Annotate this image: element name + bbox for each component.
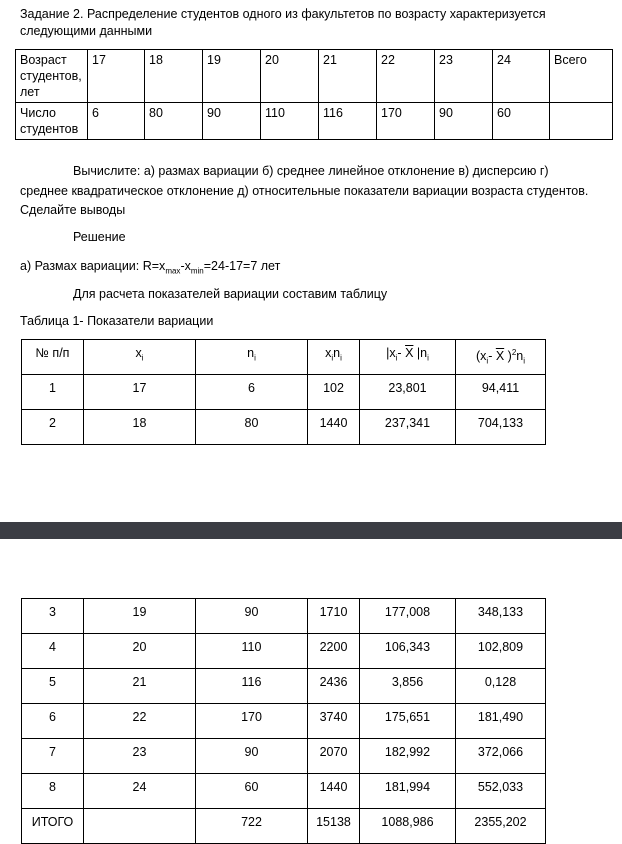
task-line-1: Задание 2. Распределение студентов одного из факультетов по возрасту характеризуется: [20, 7, 546, 21]
range-formula: [20, 258, 280, 280]
age-row-label: Возраст студентов, лет: [16, 50, 88, 103]
cell-sq: 552,033: [456, 774, 546, 809]
range-prefix: а) Размах вариации: R=x: [20, 259, 166, 273]
header-x: $x_i$: [84, 340, 196, 375]
count-cell: 60: [493, 103, 550, 140]
header-abs-deviation: $|x_i-$ $\overline{X}$ $|n_i$: [360, 340, 456, 375]
count-cell: 6: [88, 103, 145, 140]
range-dash: -x: [180, 259, 191, 273]
age-cell: 19: [203, 50, 261, 103]
cell-num: 6: [22, 704, 84, 739]
cell-sq: 704,133: [456, 410, 546, 445]
question-line-2: среднее квадратическое отклонение д) относительные показатели вариации возраста студентов.: [20, 184, 589, 198]
age-cell: 22: [377, 50, 435, 103]
age-cell: 24: [493, 50, 550, 103]
age-cell: 21: [319, 50, 377, 103]
question-line-1: Вычислите: а) размах вариации б) среднее линейное отклонение в) дисперсию г): [73, 164, 549, 178]
table-intro: Для расчета показателей вариации составим таблицу: [73, 287, 388, 301]
cell-abs: 106,343: [360, 634, 456, 669]
count-cell: 116: [319, 103, 377, 140]
cell-xn: 102: [308, 375, 360, 410]
cell-n: 90: [196, 599, 308, 634]
table-row: [22, 599, 546, 634]
count-cell: 90: [435, 103, 493, 140]
cell-x: 19: [84, 599, 196, 634]
cell-sq: 0,128: [456, 669, 546, 704]
total-value-cell: [550, 103, 613, 140]
cell-xn: 1710: [308, 599, 360, 634]
total-row: [22, 809, 546, 844]
cell-sq: 348,133: [456, 599, 546, 634]
table-row: [22, 774, 546, 809]
header-n: $n_i$: [196, 340, 308, 375]
cell-num: 4: [22, 634, 84, 669]
count-row: [16, 103, 613, 140]
cell-x: 17: [84, 375, 196, 410]
cell-abs: 237,341: [360, 410, 456, 445]
total-xn: 15138: [308, 809, 360, 844]
task-line-2: следующими данными: [20, 24, 153, 38]
total-x: [84, 809, 196, 844]
cell-n: 80: [196, 410, 308, 445]
total-n: 722: [196, 809, 308, 844]
table-row: [22, 410, 546, 445]
range-sub-max: max: [165, 266, 181, 276]
table-row: [22, 739, 546, 774]
cell-num: 3: [22, 599, 84, 634]
count-cell: 90: [203, 103, 261, 140]
cell-x: 21: [84, 669, 196, 704]
cell-n: 60: [196, 774, 308, 809]
total-sq: 2355,202: [456, 809, 546, 844]
cell-sq: 181,490: [456, 704, 546, 739]
cell-num: 5: [22, 669, 84, 704]
range-sub-min: min: [190, 266, 204, 276]
age-cell: 20: [261, 50, 319, 103]
cell-n: 110: [196, 634, 308, 669]
table-row: [22, 669, 546, 704]
age-cell: 23: [435, 50, 493, 103]
cell-num: 7: [22, 739, 84, 774]
cell-abs: 177,008: [360, 599, 456, 634]
cell-sq: 102,809: [456, 634, 546, 669]
age-row: [16, 50, 613, 103]
count-row-label: Число студентов: [16, 103, 88, 140]
header-xn: $x_in_i$: [308, 340, 360, 375]
page-divider: [0, 522, 622, 539]
cell-abs: 181,994: [360, 774, 456, 809]
total-header-cell: Всего: [550, 50, 613, 103]
cell-abs: 175,651: [360, 704, 456, 739]
cell-abs: 3,856: [360, 669, 456, 704]
table-row: [22, 634, 546, 669]
cell-sq: 372,066: [456, 739, 546, 774]
cell-abs: 182,992: [360, 739, 456, 774]
cell-n: 116: [196, 669, 308, 704]
cell-x: 24: [84, 774, 196, 809]
count-cell: 110: [261, 103, 319, 140]
table-caption: Таблица 1- Показатели вариации: [20, 314, 214, 328]
total-label: ИТОГО: [22, 809, 84, 844]
cell-xn: 1440: [308, 410, 360, 445]
question-line-3: Сделайте выводы: [20, 203, 126, 217]
table-row: [22, 704, 546, 739]
cell-xn: 3740: [308, 704, 360, 739]
cell-xn: 2070: [308, 739, 360, 774]
cell-x: 18: [84, 410, 196, 445]
variation-table-part-1: [21, 339, 546, 445]
solution-heading: Решение: [73, 230, 126, 244]
age-cell: 18: [145, 50, 203, 103]
cell-sq: 94,411: [456, 375, 546, 410]
cell-xn: 2200: [308, 634, 360, 669]
header-row: [22, 340, 546, 375]
range-rest: =24-17=7 лет: [203, 259, 281, 273]
count-cell: 170: [377, 103, 435, 140]
age-cell: 17: [88, 50, 145, 103]
cell-n: 170: [196, 704, 308, 739]
cell-x: 22: [84, 704, 196, 739]
cell-x: 23: [84, 739, 196, 774]
cell-xn: 1440: [308, 774, 360, 809]
cell-n: 90: [196, 739, 308, 774]
table-row: [22, 375, 546, 410]
cell-num: 8: [22, 774, 84, 809]
cell-xn: 2436: [308, 669, 360, 704]
variation-table-part-2: [21, 598, 546, 844]
header-sq-deviation: ($x_i-$ $\overline{X}$ )$^2n_i$: [456, 340, 546, 375]
cell-n: 6: [196, 375, 308, 410]
age-distribution-table: [15, 49, 613, 140]
cell-x: 20: [84, 634, 196, 669]
cell-abs: 23,801: [360, 375, 456, 410]
cell-num: 1: [22, 375, 84, 410]
total-abs: 1088,986: [360, 809, 456, 844]
count-cell: 80: [145, 103, 203, 140]
header-num: № п/п: [22, 340, 84, 375]
cell-num: 2: [22, 410, 84, 445]
